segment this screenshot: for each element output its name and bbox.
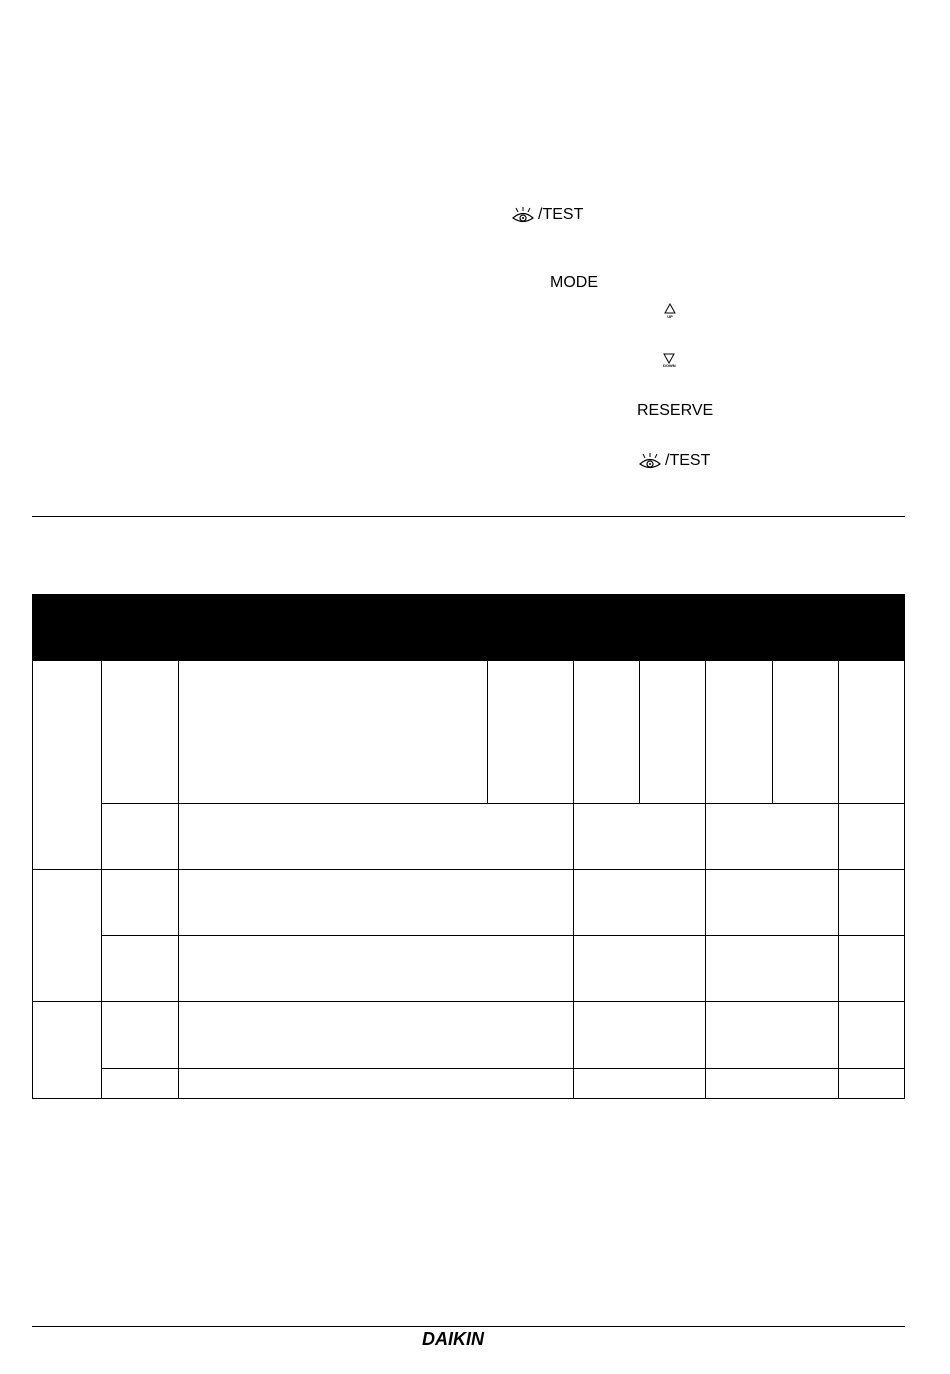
section-divider: [32, 516, 905, 517]
table-col-line: [705, 661, 706, 1099]
brand-text: DAIKIN: [422, 1329, 484, 1349]
footer-divider: [32, 1326, 905, 1327]
table-col-line: [639, 661, 640, 803]
table-row-line: [101, 803, 905, 804]
table-border-bottom: [32, 1098, 905, 1099]
table-row-line: [101, 1068, 905, 1069]
test-key-label-bottom: [637, 452, 710, 470]
table-border-left: [32, 594, 33, 1099]
reserve-key-label: RESERVE: [637, 402, 714, 419]
daikin-logo: [420, 1328, 514, 1355]
table-row-line: [32, 1001, 905, 1002]
table-col-line: [772, 661, 773, 803]
inspection-eye-icon: [637, 452, 663, 470]
table-row-line: [101, 935, 905, 936]
mode-key-label: MODE: [550, 274, 598, 291]
inspection-eye-icon: [510, 206, 536, 224]
table-col-line: [101, 661, 102, 1099]
test-key-label-top: [510, 206, 583, 224]
table-col-line: [838, 661, 839, 1099]
test-key-text: /TEST: [538, 206, 584, 223]
up-caption: UP: [667, 314, 673, 319]
table-border-right: [904, 594, 905, 1099]
table-col-line: [573, 661, 574, 1099]
table-row-line: [32, 869, 905, 870]
table-col-line: [178, 661, 179, 1099]
down-caption: DOWN: [663, 363, 676, 368]
table-col-line: [487, 661, 488, 803]
data-table: [32, 594, 905, 1099]
down-key: [663, 352, 676, 368]
test-key-text: /TEST: [665, 452, 711, 469]
up-key: [664, 303, 676, 319]
table-header-band: [32, 594, 905, 661]
